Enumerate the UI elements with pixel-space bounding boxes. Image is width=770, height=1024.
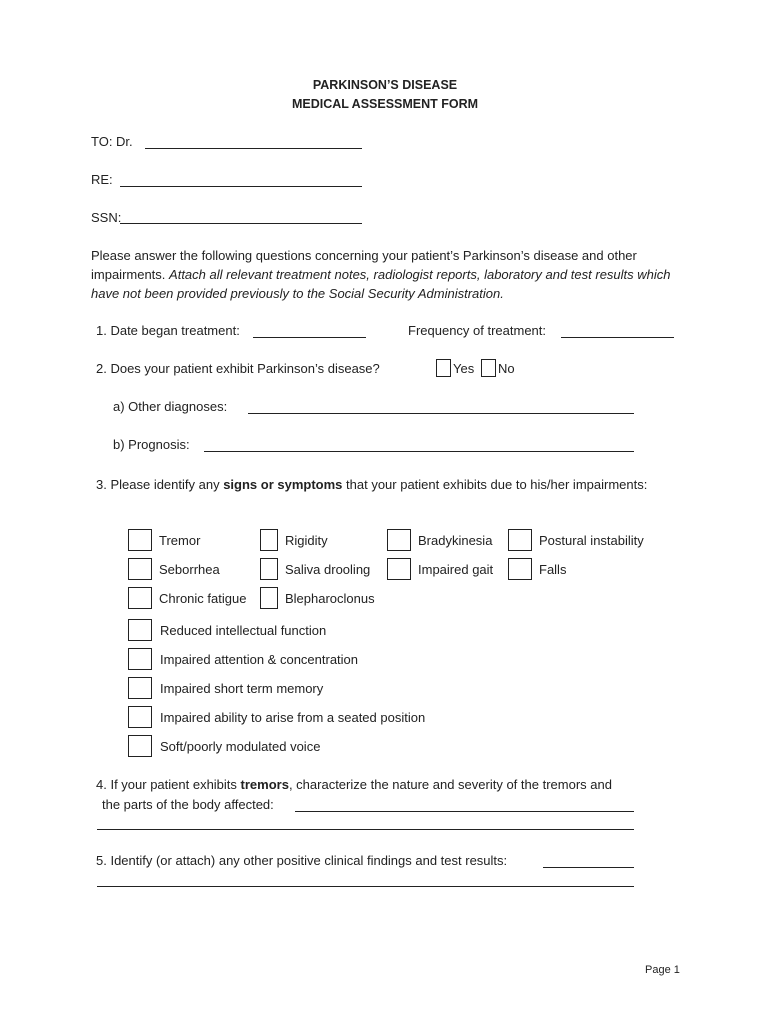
saliva-drooling-label: Saliva drooling: [285, 562, 371, 577]
symptoms-question-bold: signs or symptoms: [223, 477, 343, 492]
tremors-question-suffix: , characterize the nature and severity of the tremors and: [288, 777, 612, 792]
impaired-gait-label: Impaired gait: [418, 562, 494, 577]
date-began-treatment-field[interactable]: [253, 337, 366, 338]
reduced-intellectual-function-checkbox[interactable]: [128, 619, 152, 641]
re-label: RE:: [91, 172, 113, 187]
reduced-intellectual-function-label: Reduced intellectual function: [160, 623, 327, 638]
re-field[interactable]: [120, 186, 362, 187]
other-diagnoses-label: a) Other diagnoses:: [113, 399, 228, 414]
postural-instability-checkbox[interactable]: [508, 529, 532, 551]
clinical-findings-field-2[interactable]: [97, 886, 634, 887]
falls-checkbox[interactable]: [508, 558, 532, 580]
prognosis-label: b) Prognosis:: [113, 437, 190, 452]
seborrhea-label: Seborrhea: [159, 562, 220, 577]
date-began-treatment-label: 1. Date began treatment:: [96, 323, 240, 338]
yes-label: Yes: [453, 361, 475, 376]
falls-label: Falls: [539, 562, 567, 577]
soft-voice-label: Soft/poorly modulated voice: [160, 739, 321, 754]
impaired-attention-label: Impaired attention & concentration: [160, 652, 359, 667]
rigidity-checkbox[interactable]: [260, 529, 278, 551]
yes-checkbox[interactable]: [436, 359, 451, 377]
clinical-findings-label: 5. Identify (or attach) any other positive clinical findings and test results:: [96, 853, 508, 868]
postural-instability-label: Postural instability: [539, 533, 644, 548]
form-title-line2: MEDICAL ASSESSMENT FORM: [291, 97, 479, 111]
soft-voice-checkbox[interactable]: [128, 735, 152, 757]
blepharoclonus-label: Blepharoclonus: [285, 591, 375, 606]
form-title-line1: PARKINSON’S DISEASE: [312, 78, 458, 92]
symptoms-question: [96, 475, 656, 494]
frequency-of-treatment-label: Frequency of treatment:: [408, 323, 547, 338]
ssn-field[interactable]: [120, 223, 362, 224]
chronic-fatigue-checkbox[interactable]: [128, 587, 152, 609]
to-label: TO: Dr.: [91, 134, 133, 149]
chronic-fatigue-label: Chronic fatigue: [159, 591, 247, 606]
symptoms-question-prefix: 3. Please identify any: [96, 477, 224, 492]
bradykinesia-checkbox[interactable]: [387, 529, 411, 551]
impaired-gait-checkbox[interactable]: [387, 558, 411, 580]
tremors-question-bold: tremors: [240, 777, 289, 792]
seborrhea-checkbox[interactable]: [128, 558, 152, 580]
tremors-question: [96, 777, 612, 792]
ssn-label: SSN:: [91, 210, 122, 225]
bradykinesia-label: Bradykinesia: [418, 533, 493, 548]
to-doctor-field[interactable]: [145, 148, 362, 149]
frequency-of-treatment-field[interactable]: [561, 337, 674, 338]
impaired-short-term-memory-checkbox[interactable]: [128, 677, 152, 699]
tremors-answer-field-1[interactable]: [295, 811, 634, 812]
impaired-arise-label: Impaired ability to arise from a seated position: [160, 710, 426, 725]
rigidity-label: Rigidity: [285, 533, 328, 548]
other-diagnoses-field[interactable]: [248, 413, 634, 414]
tremor-label: Tremor: [159, 533, 201, 548]
instructions-italic-text: Attach all relevant treatment notes, radiologist reports, laboratory and test results which have not been provided previously to the Social Security Administration.: [91, 267, 671, 301]
clinical-findings-field-1[interactable]: [543, 867, 634, 868]
impaired-attention-checkbox[interactable]: [128, 648, 152, 670]
impaired-arise-checkbox[interactable]: [128, 706, 152, 728]
page-number: Page 1: [645, 964, 680, 976]
no-label: No: [498, 361, 515, 376]
impaired-short-term-memory-label: Impaired short term memory: [160, 681, 324, 696]
tremors-question-prefix: 4. If your patient exhibits: [96, 777, 241, 792]
saliva-drooling-checkbox[interactable]: [260, 558, 278, 580]
instructions-paragraph: [91, 246, 691, 303]
parkinsons-question: 2. Does your patient exhibit Parkinson’s disease?: [96, 361, 380, 376]
instructions-text: Please answer the following questions concerning your patient’s Parkinson’s disease and other impairments.: [91, 248, 637, 282]
symptoms-question-suffix: that your patient exhibits due to his/her impairments:: [342, 477, 648, 492]
tremors-answer-field-2[interactable]: [97, 829, 634, 830]
tremor-checkbox[interactable]: [128, 529, 152, 551]
blepharoclonus-checkbox[interactable]: [260, 587, 278, 609]
prognosis-field[interactable]: [204, 451, 634, 452]
tremors-question-line2: the parts of the body affected:: [102, 797, 274, 812]
no-checkbox[interactable]: [481, 359, 496, 377]
